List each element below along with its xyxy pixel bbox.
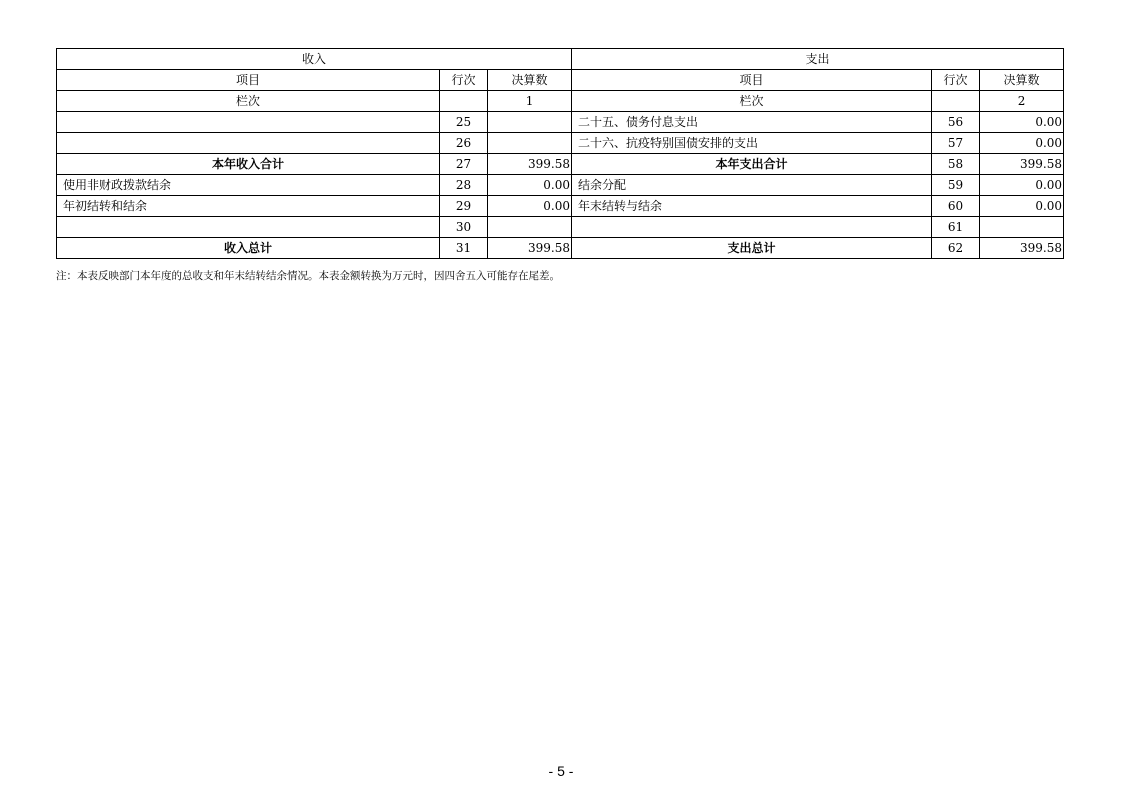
income-item-cell: 年初结转和结余 xyxy=(57,196,440,217)
expense-amount-header: 决算数 xyxy=(980,70,1064,91)
expense-row-cell: 62 xyxy=(932,238,980,259)
expense-section-header: 支出 xyxy=(572,49,1064,70)
table-row xyxy=(57,112,1064,133)
budget-summary-table xyxy=(56,48,1064,259)
table-row xyxy=(57,217,1064,238)
income-column-index: 1 xyxy=(488,91,572,112)
table-row xyxy=(57,196,1064,217)
expense-item-cell: 年末结转与结余 xyxy=(572,196,932,217)
income-row-cell: 25 xyxy=(440,112,488,133)
income-lanci-empty xyxy=(440,91,488,112)
table-row xyxy=(57,175,1064,196)
income-amount-cell: 0.00 xyxy=(488,175,572,196)
expense-item-cell: 二十五、债务付息支出 xyxy=(572,112,932,133)
expense-row-cell: 56 xyxy=(932,112,980,133)
income-item-header: 项目 xyxy=(57,70,440,91)
page-number: - 5 - xyxy=(548,763,574,779)
income-total-label: 收入总计 xyxy=(57,238,440,259)
income-row-cell: 31 xyxy=(440,238,488,259)
expense-subtotal-label: 本年支出合计 xyxy=(572,154,932,175)
table-row-subtotal xyxy=(57,154,1064,175)
expense-row-header: 行次 xyxy=(932,70,980,91)
expense-lanci-empty xyxy=(932,91,980,112)
income-item-cell: 使用非财政拨款结余 xyxy=(57,175,440,196)
income-total-amount: 399.58 xyxy=(488,238,572,259)
expense-amount-cell xyxy=(980,217,1064,238)
income-row-cell: 30 xyxy=(440,217,488,238)
income-row-cell: 27 xyxy=(440,154,488,175)
expense-column-index: 2 xyxy=(980,91,1064,112)
income-section-header: 收入 xyxy=(57,49,572,70)
expense-amount-cell: 0.00 xyxy=(980,112,1064,133)
income-row-cell: 29 xyxy=(440,196,488,217)
expense-row-cell: 57 xyxy=(932,133,980,154)
expense-total-amount: 399.58 xyxy=(980,238,1064,259)
table-row xyxy=(57,133,1064,154)
income-row-header: 行次 xyxy=(440,70,488,91)
income-lanci-label: 栏次 xyxy=(57,91,440,112)
expense-row-cell: 58 xyxy=(932,154,980,175)
expense-item-cell xyxy=(572,217,932,238)
income-amount-cell xyxy=(488,217,572,238)
expense-item-header: 项目 xyxy=(572,70,932,91)
income-item-cell xyxy=(57,217,440,238)
expense-row-cell: 59 xyxy=(932,175,980,196)
expense-amount-cell: 0.00 xyxy=(980,196,1064,217)
expense-amount-cell: 399.58 xyxy=(980,154,1064,175)
expense-row-cell: 60 xyxy=(932,196,980,217)
table-row-total xyxy=(57,238,1064,259)
income-subtotal-label: 本年收入合计 xyxy=(57,154,440,175)
income-amount-cell xyxy=(488,112,572,133)
table-column-header-row xyxy=(57,70,1064,91)
expense-item-cell: 二十六、抗疫特别国债安排的支出 xyxy=(572,133,932,154)
income-amount-cell xyxy=(488,133,572,154)
income-row-cell: 28 xyxy=(440,175,488,196)
income-item-cell xyxy=(57,133,440,154)
expense-row-cell: 61 xyxy=(932,217,980,238)
income-amount-cell: 0.00 xyxy=(488,196,572,217)
expense-amount-cell: 0.00 xyxy=(980,175,1064,196)
table-footnote: 注：本表反映部门本年度的总收支和年末结转结余情况。本表金额转换为万元时，因四舍五入可能存在尾差。 xyxy=(56,270,560,282)
income-item-cell xyxy=(57,112,440,133)
expense-total-label: 支出总计 xyxy=(572,238,932,259)
expense-lanci-label: 栏次 xyxy=(572,91,932,112)
income-amount-cell: 399.58 xyxy=(488,154,572,175)
table-section-header-row xyxy=(57,49,1064,70)
expense-amount-cell: 0.00 xyxy=(980,133,1064,154)
expense-item-cell: 结余分配 xyxy=(572,175,932,196)
income-row-cell: 26 xyxy=(440,133,488,154)
income-amount-header: 决算数 xyxy=(488,70,572,91)
table-column-index-row xyxy=(57,91,1064,112)
